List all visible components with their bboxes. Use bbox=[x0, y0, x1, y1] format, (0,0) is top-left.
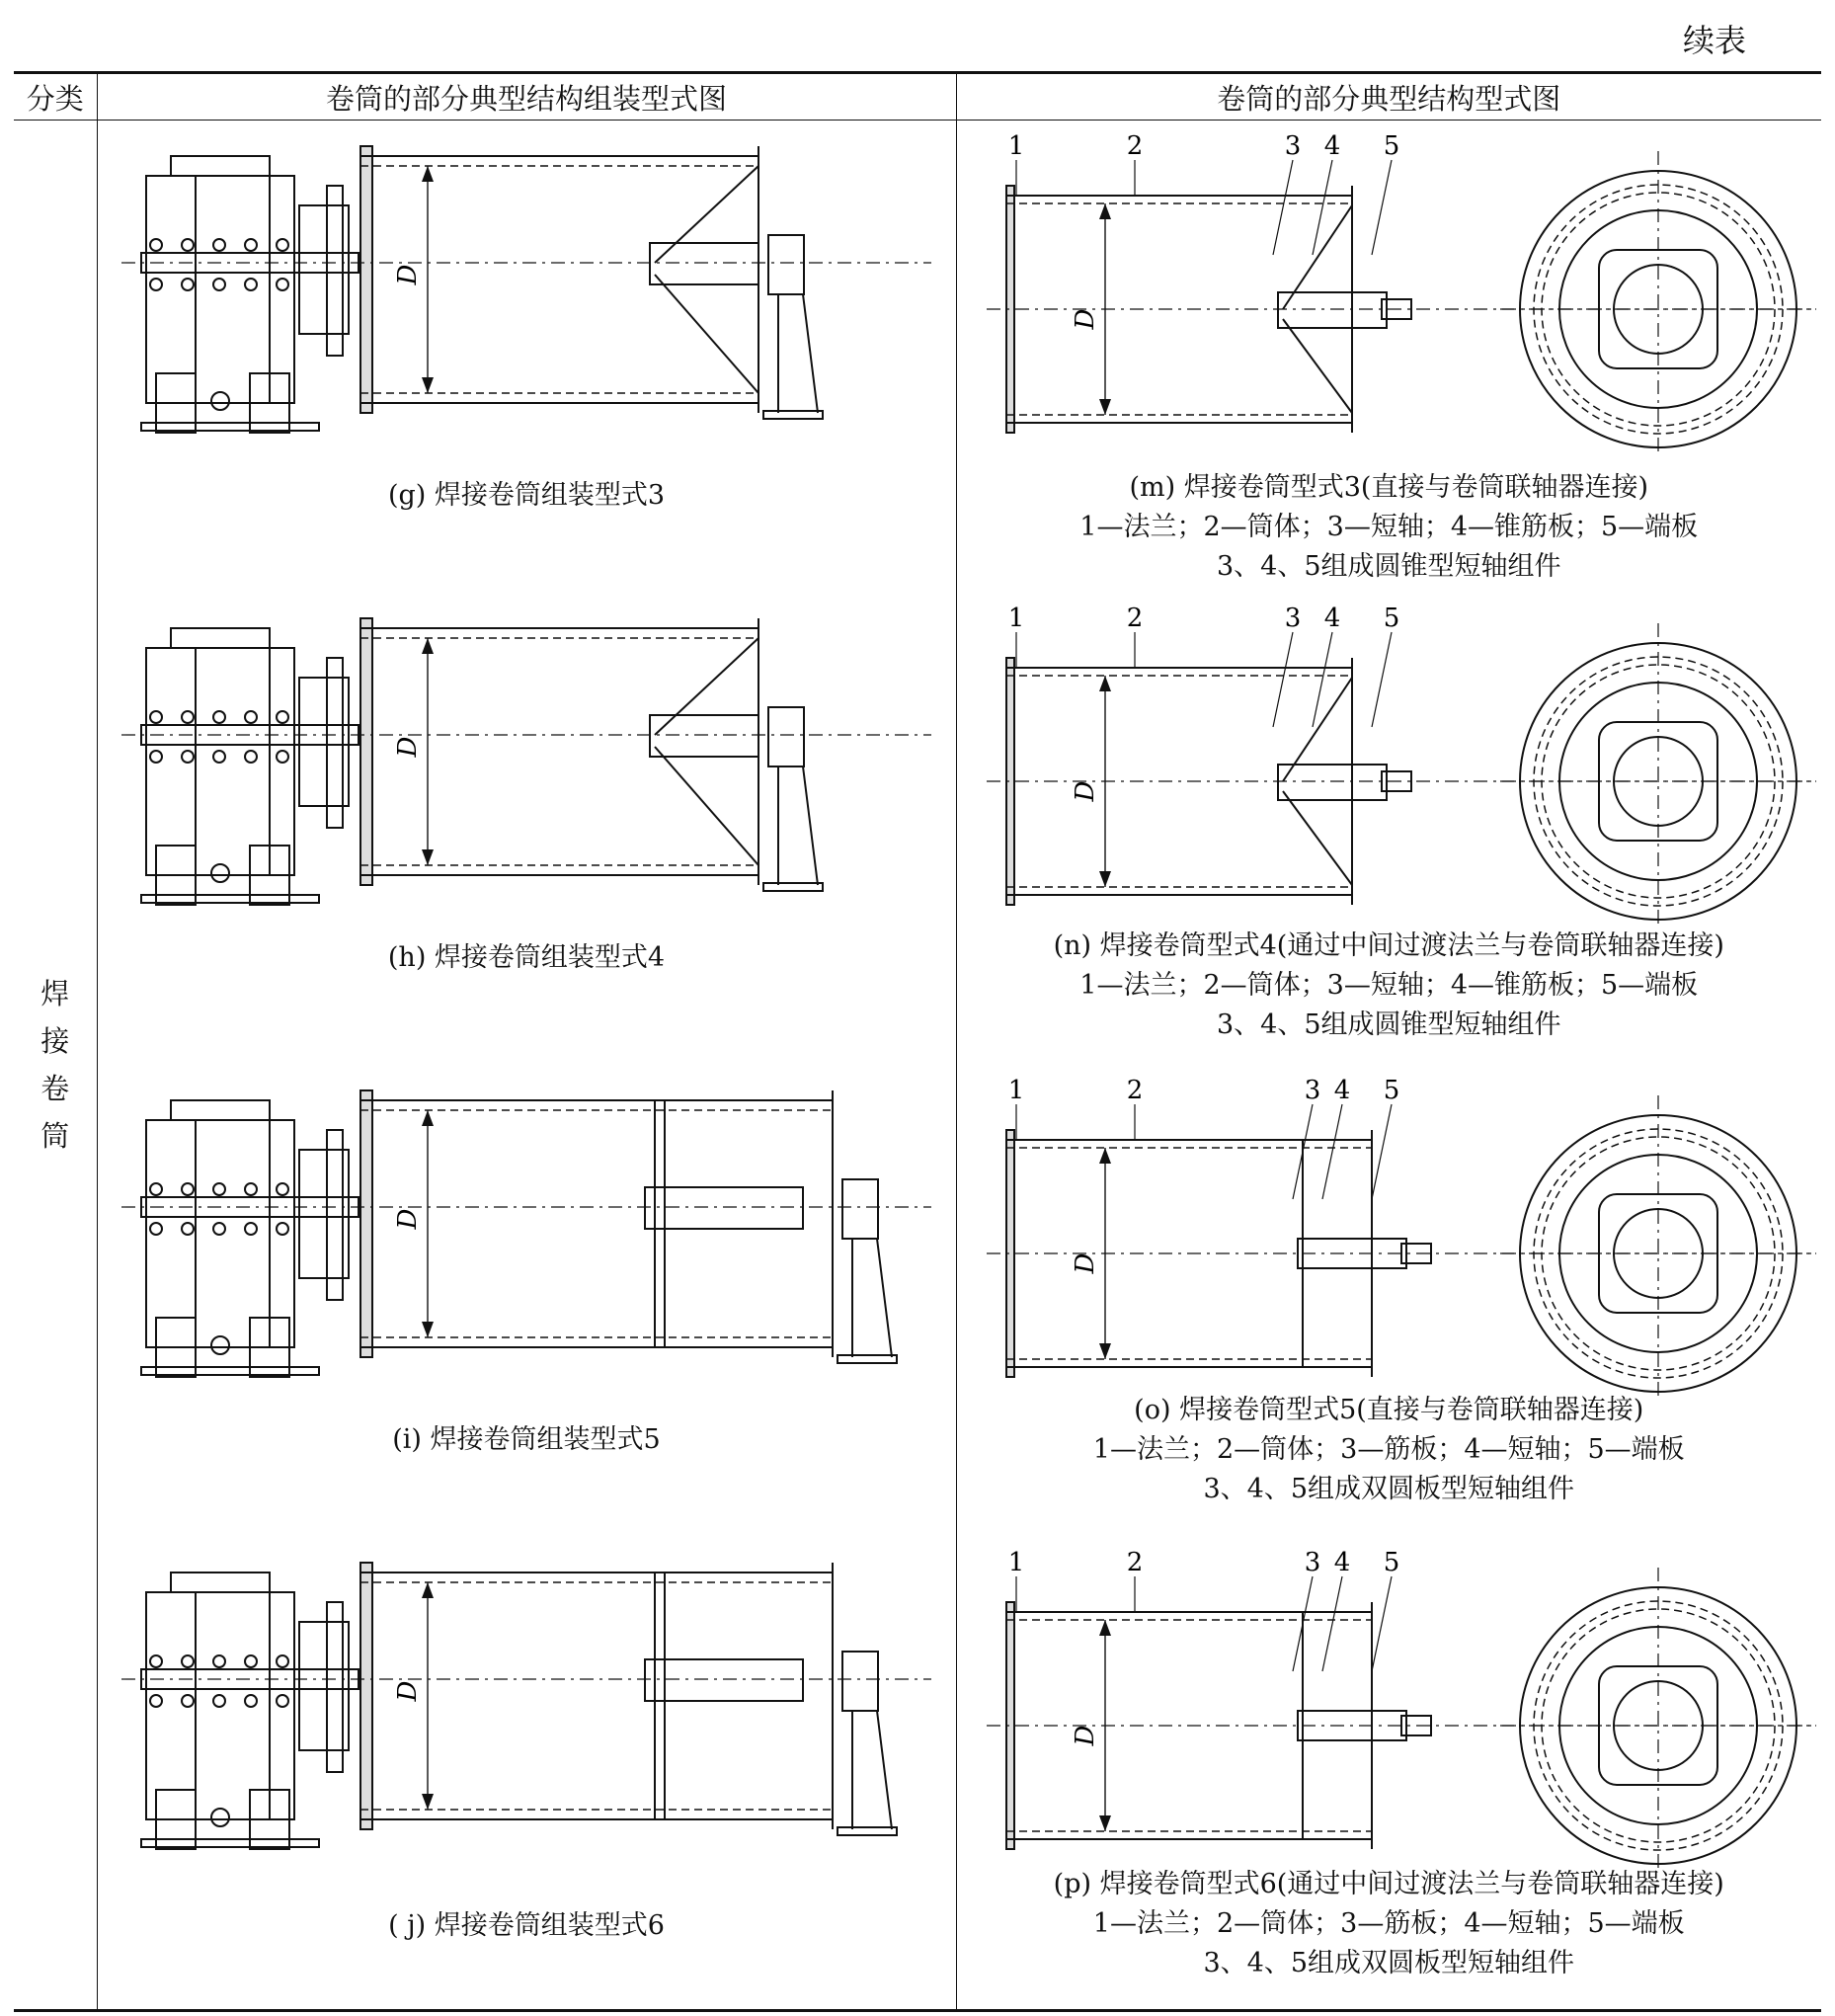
bolt-icon bbox=[213, 1183, 225, 1195]
gearbox-top bbox=[171, 1100, 270, 1120]
stub-shaft bbox=[645, 1187, 803, 1229]
structure-panel-o bbox=[957, 1065, 1822, 1537]
assembly-column bbox=[97, 121, 956, 2011]
structure-title: (p) 焊接卷筒型式6(通过中间过渡法兰与卷筒联轴器连接) bbox=[1053, 1869, 1724, 1899]
structure-caption bbox=[957, 927, 1822, 1045]
gearbox-top bbox=[171, 628, 270, 648]
bolt-icon bbox=[277, 1223, 288, 1235]
dimension-arrow bbox=[1099, 871, 1111, 887]
drum-end-flange bbox=[360, 146, 372, 413]
bolt-icon bbox=[182, 751, 194, 763]
structure-drawing-n bbox=[987, 599, 1816, 925]
support-leg bbox=[803, 766, 818, 885]
part-number-label: 2 bbox=[1126, 1076, 1143, 1105]
assembly-drawing-h bbox=[102, 599, 951, 925]
part-number-label: 5 bbox=[1383, 1076, 1399, 1105]
structure-drawing-m bbox=[987, 126, 1816, 452]
support-leg bbox=[877, 1239, 892, 1357]
structure-drawing-p bbox=[987, 1543, 1816, 1869]
oil-plug-icon bbox=[211, 1336, 229, 1354]
bolt-icon bbox=[213, 1655, 225, 1667]
part-number-label: 1 bbox=[1007, 604, 1024, 633]
bolt-icon bbox=[182, 1655, 194, 1667]
structure-legend: 1—法兰；2—筒体；3—筋板；4—短轴；5—端板 bbox=[1092, 1434, 1685, 1465]
dimension-arrow bbox=[1099, 1620, 1111, 1636]
structure-drawing-o bbox=[987, 1071, 1816, 1397]
coupling-plate bbox=[327, 658, 343, 828]
bearing-seat bbox=[842, 1179, 878, 1239]
stub-shaft bbox=[650, 243, 758, 284]
oil-plug-icon bbox=[211, 864, 229, 882]
cone-rib bbox=[655, 638, 758, 735]
diameter-label: D bbox=[392, 264, 423, 285]
category-char: 接 bbox=[40, 1024, 70, 1058]
dimension-arrow bbox=[1099, 1343, 1111, 1359]
dimension-arrow bbox=[422, 849, 434, 865]
bolt-icon bbox=[245, 239, 257, 251]
part-number-label: 1 bbox=[1007, 131, 1024, 161]
table-body-row bbox=[14, 121, 1821, 2011]
coupling-plate bbox=[327, 1130, 343, 1300]
bolt-icon bbox=[277, 1695, 288, 1707]
category-char: 筒 bbox=[40, 1119, 70, 1153]
coupling-plate bbox=[327, 186, 343, 356]
structure-panel-p bbox=[957, 1537, 1822, 2009]
bearing-seat bbox=[768, 235, 804, 294]
leader-line bbox=[1372, 160, 1392, 255]
structure-note: 3、4、5组成双圆板型短轴组件 bbox=[1203, 1474, 1575, 1504]
bolt-icon bbox=[150, 239, 162, 251]
bolt-icon bbox=[213, 279, 225, 290]
bolt-icon bbox=[182, 1183, 194, 1195]
drum-end-flange bbox=[360, 1563, 372, 1829]
diameter-label: D bbox=[1070, 780, 1100, 802]
bolt-icon bbox=[213, 751, 225, 763]
part-number-label: 5 bbox=[1383, 1548, 1399, 1577]
assembly-caption: (g) 焊接卷筒组装型式3 bbox=[387, 480, 666, 511]
bolt-icon bbox=[277, 279, 288, 290]
gearbox-base bbox=[141, 1839, 319, 1847]
coupling-flange bbox=[299, 1622, 349, 1750]
bolt-icon bbox=[277, 711, 288, 723]
header-category: 分类 bbox=[14, 73, 97, 121]
bolt-icon bbox=[245, 1183, 257, 1195]
bolt-icon bbox=[213, 711, 225, 723]
header-assembly: 卷筒的部分典型结构组装型式图 bbox=[97, 73, 956, 121]
bolt-icon bbox=[150, 1183, 162, 1195]
bolt-icon bbox=[213, 1695, 225, 1707]
diameter-label: D bbox=[1070, 1252, 1100, 1274]
bolt-icon bbox=[277, 239, 288, 251]
leader-line bbox=[1322, 1104, 1342, 1199]
category-char: 卷 bbox=[40, 1072, 70, 1105]
stub-shaft bbox=[1278, 292, 1387, 328]
stub-shaft bbox=[1278, 765, 1387, 800]
dimension-arrow bbox=[422, 1322, 434, 1337]
gearbox-top bbox=[171, 1572, 270, 1592]
dimension-arrow bbox=[1099, 399, 1111, 415]
leader-line bbox=[1273, 632, 1293, 727]
diameter-label: D bbox=[392, 1680, 423, 1702]
dimension-arrow bbox=[1099, 203, 1111, 219]
bolt-icon bbox=[182, 1695, 194, 1707]
bolt-icon bbox=[245, 1223, 257, 1235]
bolt-icon bbox=[245, 711, 257, 723]
structure-panel-m bbox=[957, 121, 1822, 593]
dimension-arrow bbox=[422, 638, 434, 654]
dimension-arrow bbox=[422, 377, 434, 393]
cone-rib bbox=[655, 747, 758, 865]
part-number-label: 4 bbox=[1323, 604, 1340, 633]
assembly-panel-i bbox=[98, 1065, 956, 1537]
part-number-label: 4 bbox=[1323, 131, 1340, 161]
cone-rib bbox=[655, 166, 758, 263]
assembly-panel-g bbox=[98, 121, 956, 593]
drum-end-flange bbox=[360, 1090, 372, 1357]
oil-plug-icon bbox=[211, 392, 229, 410]
support-base bbox=[763, 883, 823, 891]
part-number-label: 3 bbox=[1284, 604, 1301, 633]
part-number-label: 2 bbox=[1126, 1548, 1143, 1577]
leader-line bbox=[1273, 160, 1293, 255]
diameter-label: D bbox=[1070, 308, 1100, 330]
bolt-icon bbox=[150, 1223, 162, 1235]
part-number-label: 4 bbox=[1333, 1548, 1350, 1577]
bearing-seat bbox=[842, 1652, 878, 1711]
part-number-label: 2 bbox=[1126, 131, 1143, 161]
bolt-icon bbox=[182, 711, 194, 723]
bolt-icon bbox=[150, 1655, 162, 1667]
support-base bbox=[838, 1355, 897, 1363]
part-number-label: 1 bbox=[1007, 1548, 1024, 1577]
support-base bbox=[838, 1827, 897, 1835]
bearing-seat bbox=[768, 707, 804, 766]
dimension-arrow bbox=[422, 1794, 434, 1810]
diameter-label: D bbox=[392, 736, 423, 758]
structure-legend: 1—法兰；2—筒体；3—短轴；4—锥筋板；5—端板 bbox=[1079, 512, 1699, 542]
part-number-label: 2 bbox=[1126, 604, 1143, 633]
table-header-row bbox=[14, 73, 1821, 121]
diameter-label: D bbox=[392, 1208, 423, 1230]
category-label bbox=[39, 970, 72, 1160]
bolt-icon bbox=[182, 239, 194, 251]
assembly-drawing-i bbox=[102, 1071, 951, 1397]
structure-caption bbox=[957, 1865, 1822, 1983]
stub-shaft bbox=[650, 715, 758, 757]
bolt-icon bbox=[182, 1223, 194, 1235]
diameter-label: D bbox=[1070, 1725, 1100, 1746]
bolt-icon bbox=[277, 751, 288, 763]
cone-rib bbox=[655, 275, 758, 393]
bolt-icon bbox=[277, 1183, 288, 1195]
assembly-drawing-g bbox=[102, 126, 951, 452]
dimension-arrow bbox=[1099, 1148, 1111, 1164]
structure-title: (o) 焊接卷筒型式5(直接与卷筒联轴器连接) bbox=[1134, 1395, 1644, 1425]
bolt-icon bbox=[213, 1223, 225, 1235]
bolt-icon bbox=[150, 751, 162, 763]
cone-rib bbox=[1283, 205, 1352, 309]
structure-legend: 1—法兰；2—筒体；3—筋板；4—短轴；5—端板 bbox=[1092, 1908, 1685, 1939]
cone-rib bbox=[1283, 678, 1352, 781]
assembly-caption: (i) 焊接卷筒组装型式5 bbox=[392, 1424, 661, 1455]
support-leg bbox=[803, 294, 818, 413]
bolt-icon bbox=[150, 279, 162, 290]
structure-title: (n) 焊接卷筒型式4(通过中间过渡法兰与卷筒联轴器连接) bbox=[1053, 930, 1724, 961]
leader-line bbox=[1372, 1576, 1392, 1671]
category-cell bbox=[14, 121, 97, 2011]
drum-structure-table bbox=[14, 71, 1821, 2012]
bolt-icon bbox=[245, 751, 257, 763]
gearbox-base bbox=[141, 423, 319, 431]
stub-shaft bbox=[645, 1659, 803, 1701]
assembly-panel-h bbox=[98, 593, 956, 1065]
gearbox-base bbox=[141, 895, 319, 903]
cone-rib bbox=[1283, 791, 1352, 885]
bolt-icon bbox=[277, 1655, 288, 1667]
oil-plug-icon bbox=[211, 1809, 229, 1826]
bolt-icon bbox=[150, 711, 162, 723]
structure-note: 3、4、5组成圆锥型短轴组件 bbox=[1216, 1009, 1561, 1040]
part-number-label: 5 bbox=[1383, 604, 1399, 633]
leader-line bbox=[1322, 1576, 1342, 1671]
assembly-caption: ( j) 焊接卷筒组装型式6 bbox=[388, 1910, 665, 1941]
coupling-flange bbox=[299, 205, 349, 334]
dimension-arrow bbox=[422, 1110, 434, 1126]
support-leg bbox=[877, 1711, 892, 1829]
part-number-label: 3 bbox=[1284, 131, 1301, 161]
dimension-arrow bbox=[1099, 1815, 1111, 1831]
dimension-arrow bbox=[1099, 676, 1111, 691]
continued-label: 续表 bbox=[1682, 22, 1746, 59]
coupling-flange bbox=[299, 1150, 349, 1278]
part-number-label: 3 bbox=[1304, 1076, 1320, 1105]
part-number-label: 4 bbox=[1333, 1076, 1350, 1105]
leader-line bbox=[1372, 632, 1392, 727]
drum-end-flange bbox=[360, 618, 372, 885]
coupling-flange bbox=[299, 678, 349, 806]
coupling-plate bbox=[327, 1602, 343, 1772]
leader-line bbox=[1372, 1104, 1392, 1199]
cone-rib bbox=[1283, 319, 1352, 413]
bolt-icon bbox=[245, 279, 257, 290]
structure-note: 3、4、5组成双圆板型短轴组件 bbox=[1203, 1948, 1575, 1978]
bolt-icon bbox=[213, 239, 225, 251]
category-char: 焊 bbox=[40, 977, 70, 1010]
header-structure: 卷筒的部分典型结构型式图 bbox=[956, 73, 1821, 121]
structure-title: (m) 焊接卷筒型式3(直接与卷筒联轴器连接) bbox=[1129, 472, 1648, 503]
bolt-icon bbox=[245, 1695, 257, 1707]
structure-legend: 1—法兰；2—筒体；3—短轴；4—锥筋板；5—端板 bbox=[1079, 970, 1699, 1001]
structure-caption bbox=[957, 468, 1822, 587]
dimension-arrow bbox=[422, 166, 434, 182]
part-number-label: 3 bbox=[1304, 1548, 1320, 1577]
structure-caption bbox=[957, 1391, 1822, 1509]
assembly-panel-j bbox=[98, 1537, 956, 2009]
structure-panel-n bbox=[957, 593, 1822, 1065]
structure-column bbox=[956, 121, 1821, 2011]
gearbox-base bbox=[141, 1367, 319, 1375]
bolt-icon bbox=[150, 1695, 162, 1707]
part-number-label: 1 bbox=[1007, 1076, 1024, 1105]
assembly-drawing-j bbox=[102, 1543, 951, 1869]
structure-note: 3、4、5组成圆锥型短轴组件 bbox=[1216, 551, 1561, 582]
part-number-label: 5 bbox=[1383, 131, 1399, 161]
dimension-arrow bbox=[422, 1582, 434, 1598]
bolt-icon bbox=[245, 1655, 257, 1667]
assembly-caption: (h) 焊接卷筒组装型式4 bbox=[387, 942, 666, 973]
gearbox-top bbox=[171, 156, 270, 176]
bolt-icon bbox=[182, 279, 194, 290]
support-base bbox=[763, 411, 823, 419]
